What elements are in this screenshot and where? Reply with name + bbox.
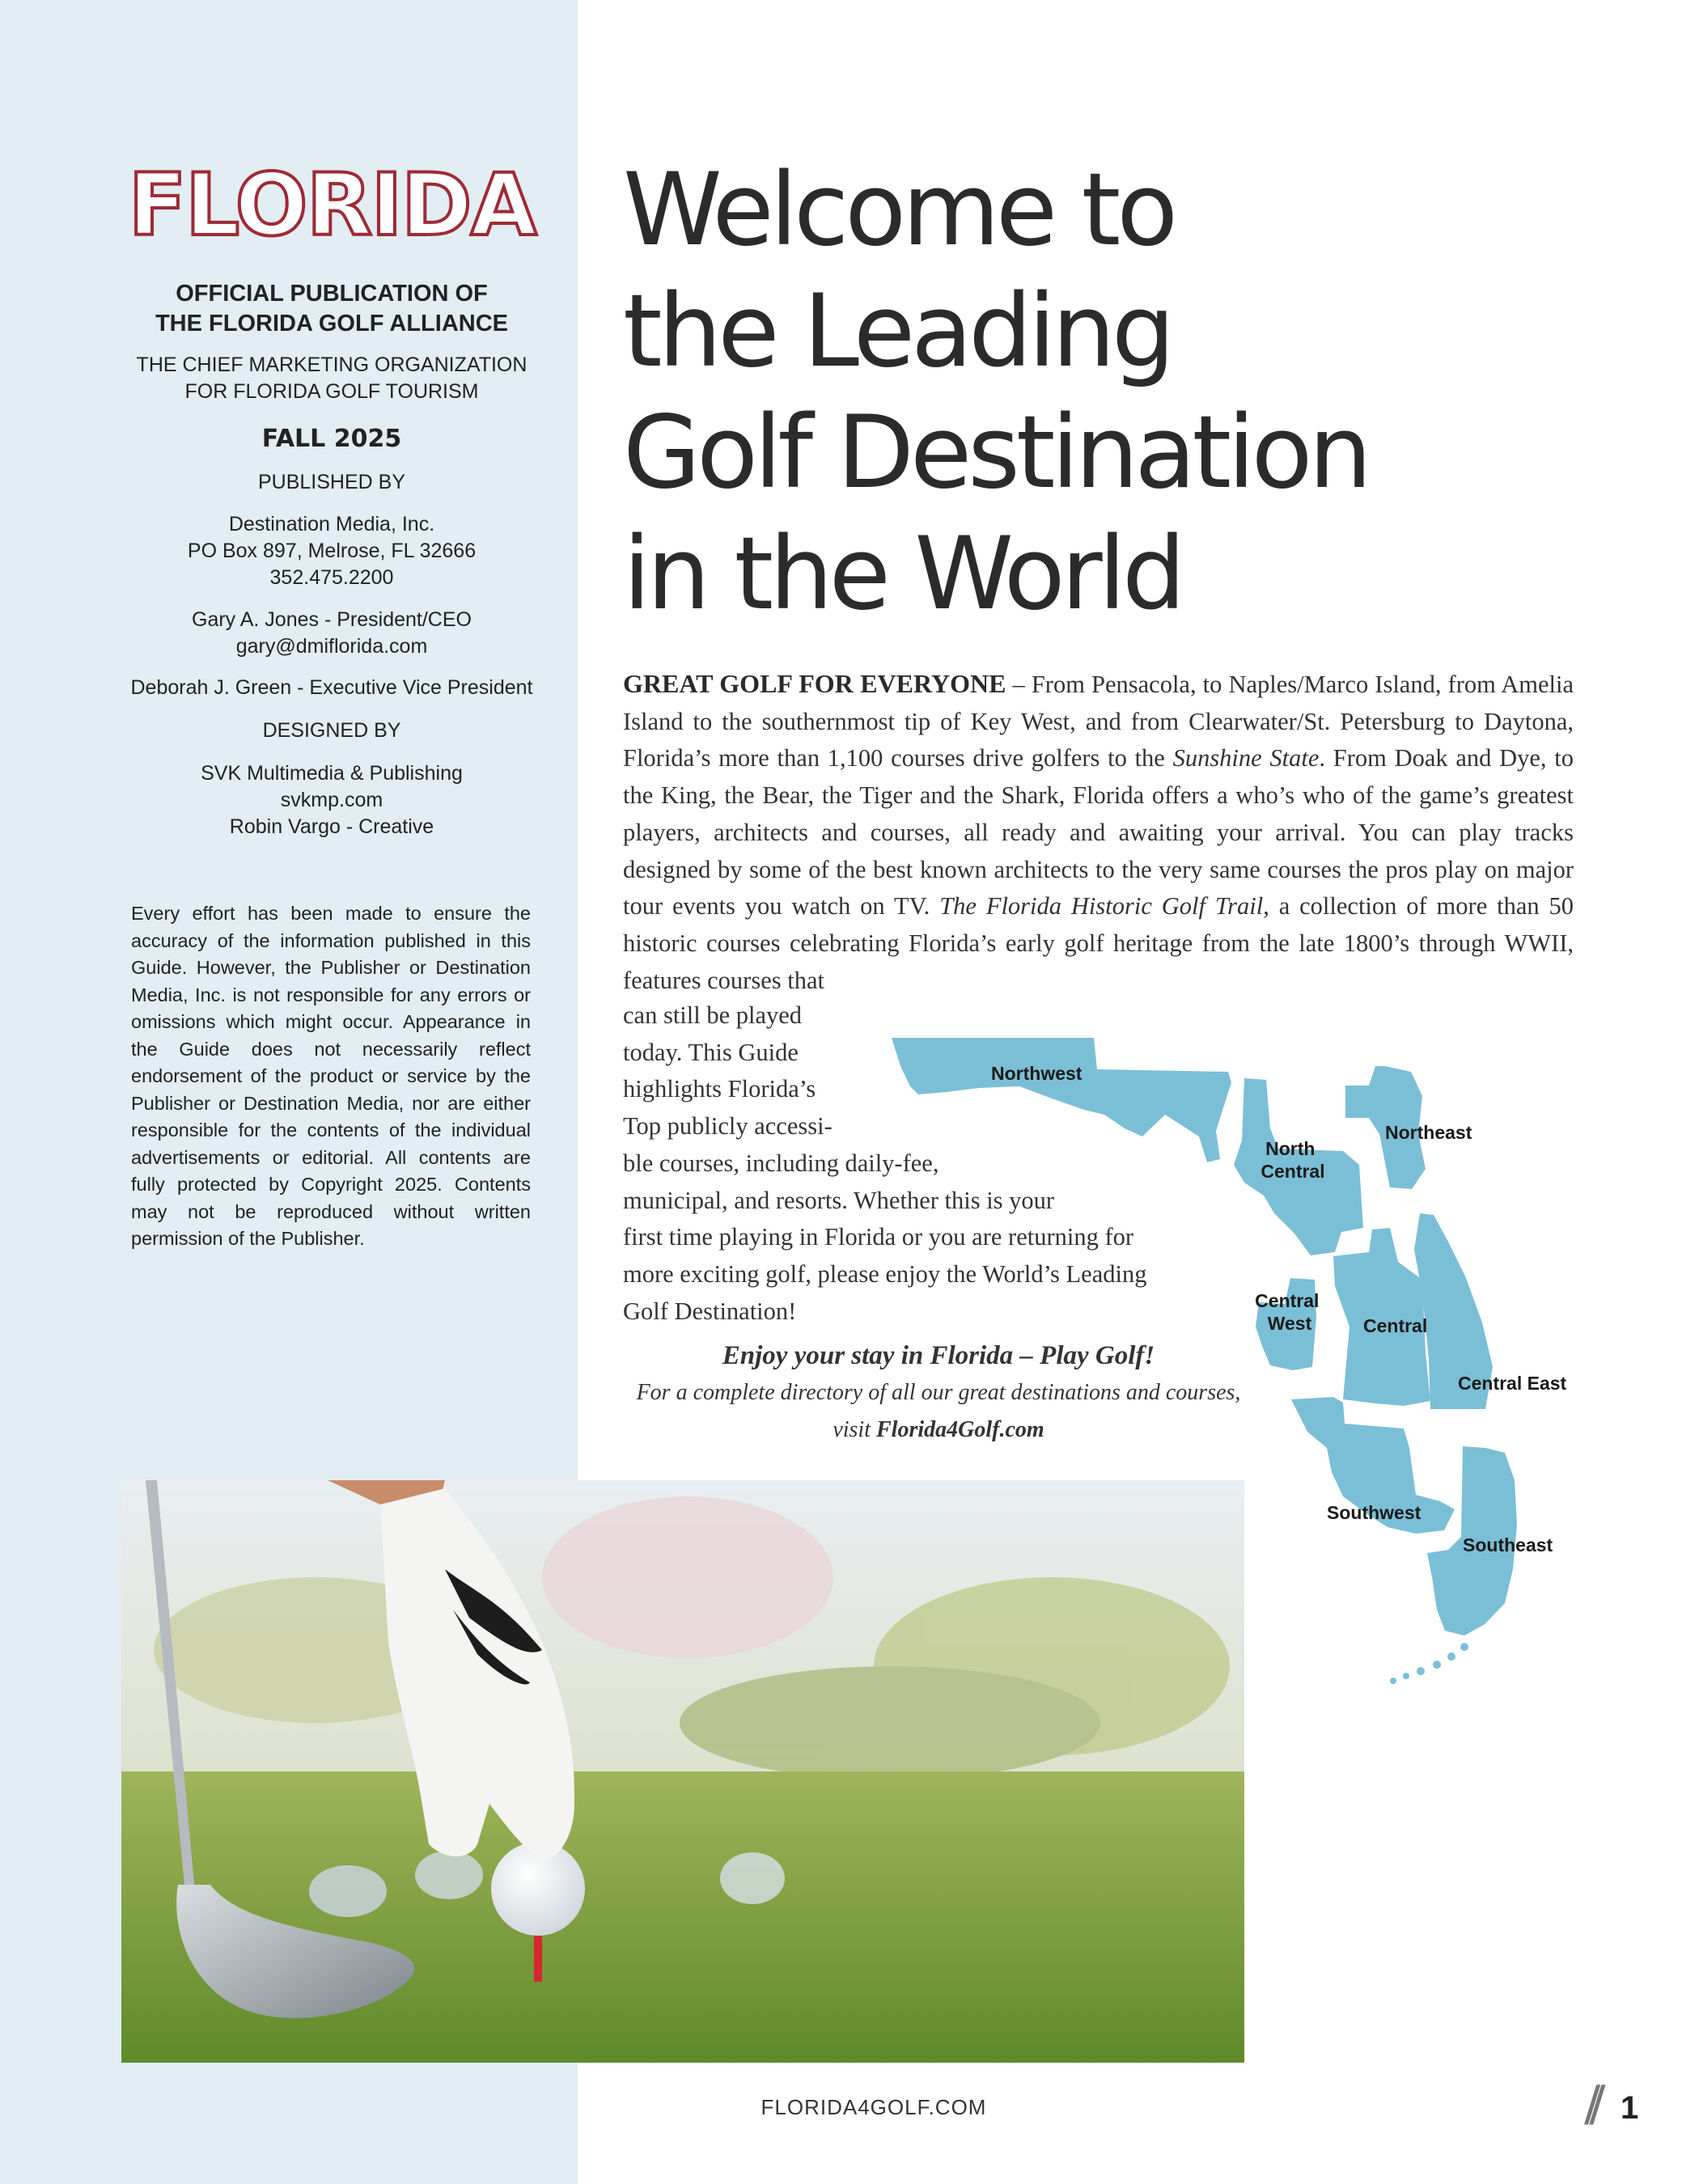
headline-line: the Leading bbox=[623, 273, 1172, 390]
page-number: 1 bbox=[1621, 2090, 1639, 2126]
president-email: gary@dmiflorida.com bbox=[235, 635, 428, 658]
designed-by-label: DESIGNED BY bbox=[262, 719, 401, 742]
publisher-address: PO Box 897, Melrose, FL 32666 bbox=[187, 540, 477, 562]
headline-line: Welcome to bbox=[623, 152, 1175, 269]
disclaimer: Every effort has been made to ensure the accuracy of the information published in this Guide. However, the Publisher or Destination Media, Inc. is not responsible for any errors or omissions which might occur. Appearance in the Guide does not necessarily reflect endorsement of the product or service by the Publisher or Destination Media, nor are either responsible for the contents of the individual advertisements or editorial. All contents are fully protected by Copyright 2025. Contents may not be reproduced without written permission of the Publisher. bbox=[131, 903, 531, 1249]
golf-photo bbox=[121, 1480, 1244, 2063]
key-island bbox=[1403, 1673, 1409, 1679]
headline-line: Golf Destination bbox=[623, 395, 1369, 511]
historic-golf-trail-italic: The Florida Historic Golf Trail bbox=[939, 892, 1264, 921]
published-by-label: PUBLISHED BY bbox=[257, 471, 405, 493]
publisher-info bbox=[121, 511, 542, 591]
evp-name: Deborah J. Green - Executive Vice President bbox=[130, 676, 533, 699]
article-line: ble courses, including daily-fee, bbox=[623, 1149, 939, 1177]
footer-website[interactable]: FLORIDA4GOLF.COM bbox=[761, 2095, 987, 2119]
article-body bbox=[623, 666, 1574, 999]
key-island bbox=[1433, 1661, 1441, 1669]
article-line: municipal, and resorts. Whether this is your bbox=[623, 1186, 1055, 1214]
article-line: today. This Guide bbox=[623, 1038, 799, 1066]
chief-marketing-org bbox=[121, 352, 542, 405]
map-label-line: West bbox=[1267, 1313, 1312, 1334]
map-label-line: Central bbox=[1255, 1290, 1320, 1311]
designer-info bbox=[121, 760, 542, 840]
designer-creative: Robin Vargo - Creative bbox=[229, 815, 434, 838]
official-publication-line: OFFICIAL PUBLICATION OF bbox=[176, 281, 488, 307]
photo-background-ball bbox=[415, 1851, 483, 1899]
article-text: – From Pensacola, to Naples/Marco Island, from Amelia Island to the southernmost tip of Key West, and from Clearwater/St. Petersburg to Daytona, Florida’s more than 1,100 courses drive golfers to the bbox=[623, 671, 1574, 772]
masthead-logo: FLORIDA bbox=[128, 155, 536, 255]
article-text: , a collection of more than 50 historic courses celebrating Florida’s early golf heritage from the late 1800’s through WWII, features courses that bbox=[623, 892, 1574, 994]
cta-website-link[interactable]: Florida4Golf.com bbox=[876, 1417, 1044, 1442]
article-line: Top publicly accessi- bbox=[623, 1112, 833, 1141]
cta-visit-text: visit bbox=[833, 1417, 876, 1442]
region-northwest[interactable] bbox=[892, 1038, 1231, 1162]
cta-subtitle: For a complete directory of all our great destinations and courses, bbox=[636, 1380, 1241, 1405]
map-label-central: Central bbox=[1363, 1315, 1428, 1336]
key-island bbox=[1460, 1643, 1468, 1651]
map-label-northwest: Northwest bbox=[991, 1063, 1083, 1084]
map-label-southwest: Southwest bbox=[1327, 1502, 1421, 1523]
article-line: more exciting golf, please enjoy the World’s Leading bbox=[623, 1259, 1147, 1288]
photo-background-ball bbox=[720, 1852, 785, 1904]
photo-background-ball bbox=[309, 1865, 387, 1917]
article-line: first time playing in Florida or you are returning for bbox=[623, 1223, 1134, 1251]
page-number-slashes: // bbox=[1584, 2076, 1595, 2132]
article-text: . From Doak and Dye, to the King, the Bear, the Tiger and the Shark, Florida offers a who’s who of the game’s greatest players, architects and courses, all ready and awaiting your arrival. You can play tracks designed by some of the best known architects to the very same courses the pros play on major tour events you watch on TV. bbox=[623, 744, 1574, 921]
article-line: highlights Florida’s bbox=[623, 1075, 816, 1103]
official-publication-line: THE FLORIDA GOLF ALLIANCE bbox=[155, 311, 509, 336]
cmo-line: THE CHIEF MARKETING ORGANIZATION bbox=[136, 353, 527, 376]
headline-line: in the World bbox=[623, 516, 1182, 633]
headline bbox=[623, 150, 1553, 635]
official-publication bbox=[121, 279, 542, 339]
photo-bokeh bbox=[680, 1666, 1100, 1780]
article-line: can still be played bbox=[623, 1001, 803, 1029]
key-island bbox=[1417, 1667, 1425, 1675]
sunshine-state-italic: Sunshine State bbox=[1172, 744, 1320, 772]
publisher-name: Destination Media, Inc. bbox=[228, 513, 435, 535]
florida-keys bbox=[1390, 1643, 1468, 1684]
president-name: Gary A. Jones - President/CEO bbox=[192, 608, 472, 631]
spacer bbox=[121, 660, 542, 675]
staff-list bbox=[121, 607, 542, 701]
photo-grass bbox=[121, 1771, 1244, 2063]
map-label-southeast: Southeast bbox=[1463, 1534, 1553, 1555]
designer-website: svkmp.com bbox=[280, 789, 383, 811]
map-label-line: North bbox=[1265, 1138, 1316, 1159]
publisher-phone: 352.475.2200 bbox=[269, 566, 394, 589]
photo-bokeh bbox=[542, 1496, 833, 1658]
cmo-line: FOR FLORIDA GOLF TOURISM bbox=[184, 380, 479, 403]
map-label-line: Central bbox=[1260, 1161, 1325, 1182]
issue-season: FALL 2025 bbox=[261, 425, 402, 453]
cta-title: Enjoy your stay in Florida – Play Golf! bbox=[722, 1341, 1155, 1370]
map-label-central-east: Central East bbox=[1458, 1373, 1567, 1394]
article-lead: GREAT GOLF FOR EVERYONE bbox=[623, 669, 1006, 698]
article-line: Golf Destination! bbox=[623, 1297, 797, 1325]
key-island bbox=[1390, 1678, 1396, 1684]
map-label-northeast: Northeast bbox=[1385, 1122, 1472, 1143]
designer-company: SVK Multimedia & Publishing bbox=[201, 762, 463, 785]
key-island bbox=[1447, 1653, 1455, 1661]
